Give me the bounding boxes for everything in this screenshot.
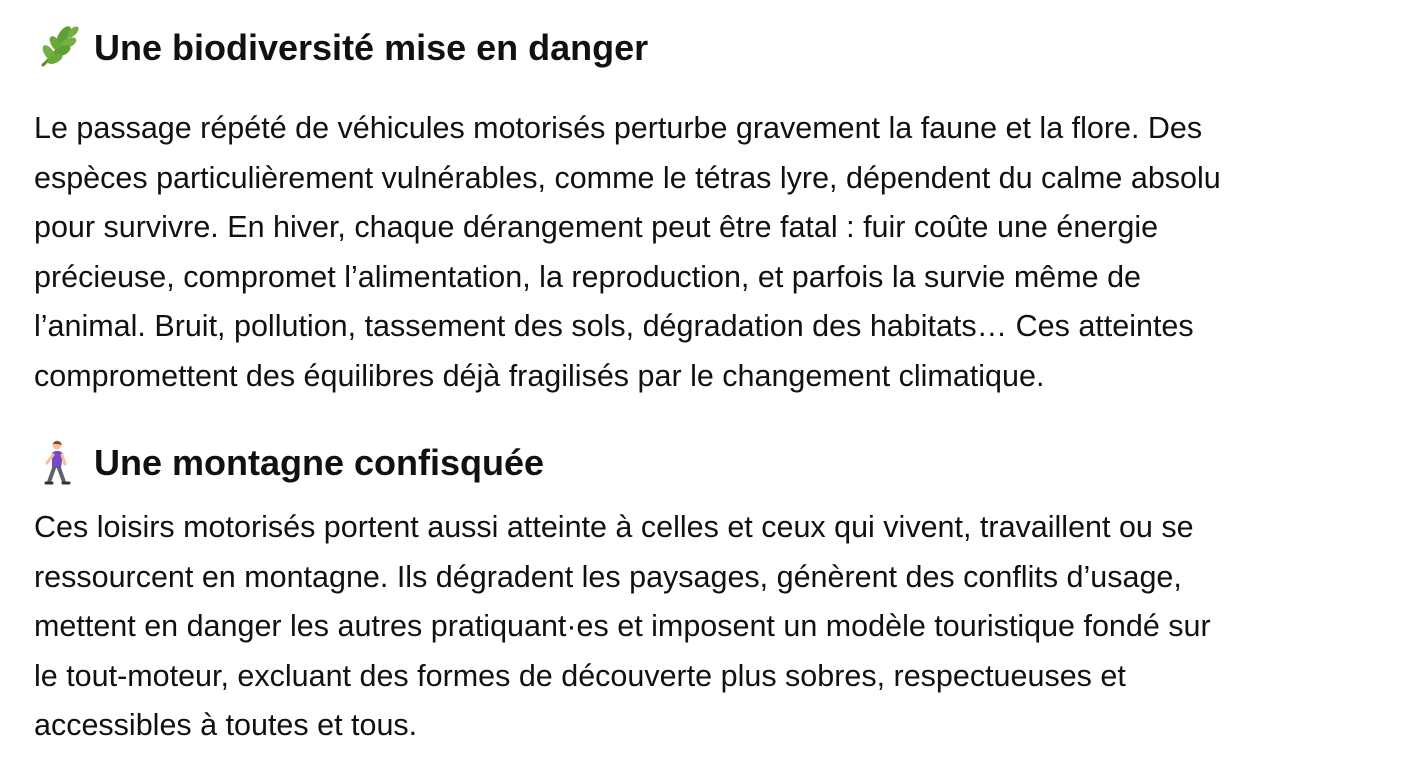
biodiversity-section xyxy=(34,22,1418,401)
section-paragraph: Le passage répété de véhicules motorisés perturbe gravement la faune et la flore. Des espèces particulièrement vulnérables, comme le tétras lyre, dépendent du calme absolu pour survivre. En hiver, chaque dérangement peut être fatal : fuir coûte une énergie précieuse, compromet l’alimentation, la reproduction, et parfois la survie même de l’animal. Bruit, pollution, tassement des sols, dégradation des habitats… Ces atteintes compromettent des équilibres déjà fragilisés par le changement climatique. xyxy=(34,111,1221,393)
section-heading xyxy=(34,22,1418,74)
mountain-section xyxy=(34,437,1418,751)
section-heading xyxy=(34,437,1418,489)
section-paragraph: Ces loisirs motorisés portent aussi atteinte à celles et ceux qui vivent, travaillent ou se ressourcent en montagne. Ils dégradent les paysages, génèrent des conflits d’usage, mettent en danger les autres pratiquant·es et imposent un modèle touristique fondé sur le tout-moteur, excluant des formes de découverte plus sobres, respectueuses et accessibles à toutes et tous. xyxy=(34,510,1211,742)
article-content xyxy=(34,22,1418,751)
section-title: Une biodiversité mise en danger xyxy=(94,27,649,68)
herb-leaf-icon xyxy=(34,24,82,72)
section-title: Une montagne confisquée xyxy=(94,442,545,483)
woman-walking-icon xyxy=(34,439,82,487)
